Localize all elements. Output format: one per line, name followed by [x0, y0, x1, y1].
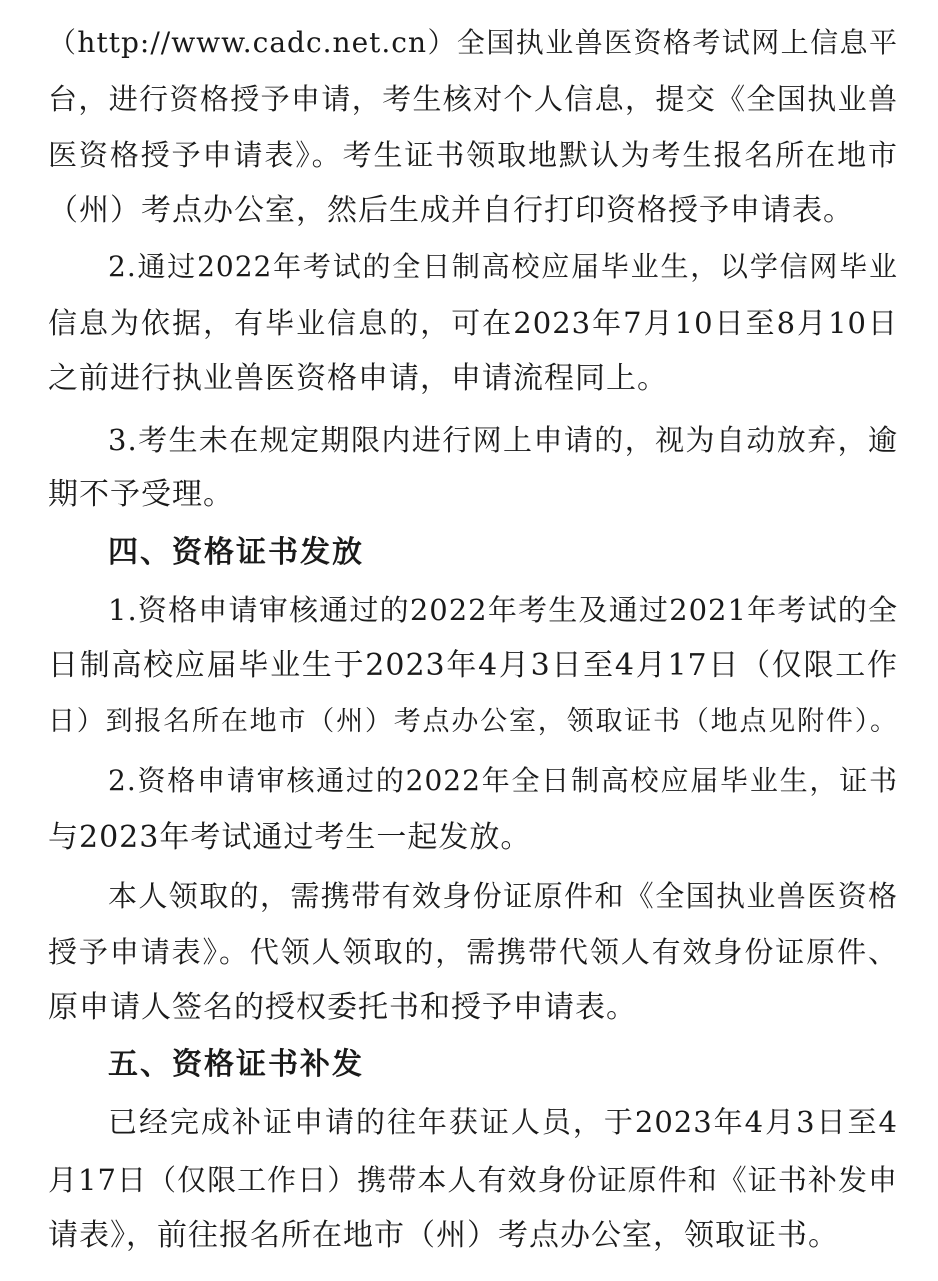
text-line: 期不予受理。: [48, 477, 234, 512]
text-line: 2.通过2022年考试的全日制高校应届毕业生，以学信网毕业: [108, 250, 898, 283]
text-line: 信息为依据，有毕业信息的，可在2023年7月10日至8月10日: [48, 306, 898, 340]
text-line: 日制高校应届毕业生于2023年4月3日至4月17日（仅限工作: [48, 648, 898, 683]
text-line: 本人领取的，需携带有效身份证原件和《全国执业兽医资格: [108, 879, 898, 913]
text-line: （州）考点办公室，然后生成并自行打印资格授予申请表。: [48, 193, 854, 228]
text-line: 与2023年考试通过考生一起发放。: [48, 820, 532, 855]
text-line: 请表》，前往报名所在地市（州）考点办公室，领取证书。: [48, 1218, 839, 1253]
text-line: 原申请人签名的授权委托书和授予申请表。: [48, 990, 637, 1025]
text-line: 2.资格申请审核通过的2022年全日制高校应届毕业生，证书: [108, 764, 898, 797]
text-line: 3.考生未在规定期限内进行网上申请的，视为自动放弃，逾: [108, 423, 898, 457]
text-line: 之前进行执业兽医资格申请，申请流程同上。: [48, 361, 668, 396]
section-heading: 五、资格证书补发: [108, 1047, 364, 1082]
text-line: 日）到报名所在地市（州）考点办公室，领取证书（地点见附件）。: [48, 706, 898, 737]
text-line: 1.资格申请审核通过的2022年考生及通过2021年考试的全: [108, 593, 898, 627]
text-line: 已经完成补证申请的往年获证人员，于2023年4月3日至4: [108, 1105, 898, 1139]
section-heading: 四、资格证书发放: [108, 535, 364, 570]
text-line: （http://www.cadc.net.cn）全国执业兽医资格考试网上信息平: [48, 26, 898, 59]
text-line: 授予申请表》。代领人领取的，需携带代领人有效身份证原件、: [48, 935, 898, 969]
text-line: 医资格授予申请表》。考生证书领取地默认为考生报名所在地市: [48, 138, 898, 172]
text-line: 台，进行资格授予申请，考生核对个人信息，提交《全国执业兽: [48, 82, 898, 116]
text-line: 月17日（仅限工作日）携带本人有效身份证原件和《证书补发申: [48, 1163, 898, 1197]
